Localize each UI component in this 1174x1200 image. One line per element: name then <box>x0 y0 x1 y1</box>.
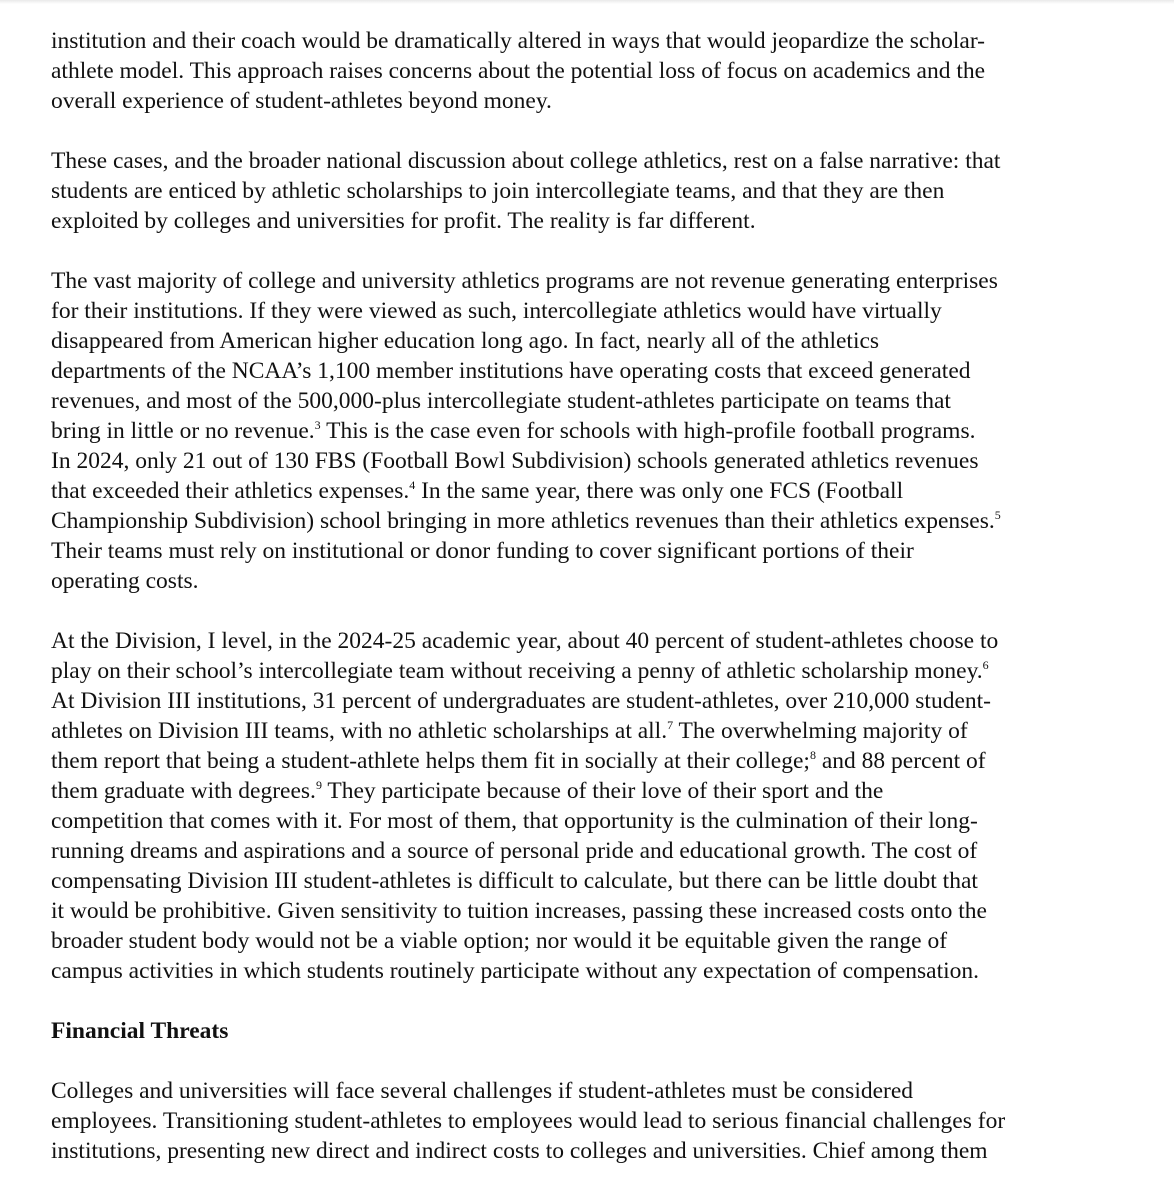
text-line: Colleges and universities will face several challenges if student-athletes must be considered <box>51 1078 914 1104</box>
text-line: for their institutions. If they were viewed as such, intercollegiate athletics would have virtually <box>51 298 942 324</box>
text-line: exploited by colleges and universities for profit. The reality is far different. <box>51 208 756 234</box>
text-line: overall experience of student-athletes beyond money. <box>51 88 552 114</box>
line-text: In the same year, there was only one FCS (Football <box>415 478 904 504</box>
text-line <box>51 416 1141 446</box>
line-text: They participate because of their love of their sport and the <box>321 778 884 804</box>
text-line <box>51 746 1141 776</box>
paragraph-p5 <box>51 1076 1141 1166</box>
text-line: institution and their coach would be dramatically altered in ways that would jeopardize the scholar- <box>51 28 985 54</box>
text-line: athlete model. This approach raises concerns about the potential loss of focus on academics and the <box>51 58 986 84</box>
text-line: These cases, and the broader national discussion about college athletics, rest on a false narrative: that <box>51 148 1001 174</box>
text-line: institutions, presenting new direct and indirect costs to colleges and universities. Chief among them <box>51 1138 988 1164</box>
text-line: employees. Transitioning student-athletes to employees would lead to serious financial challenges for <box>51 1108 1006 1134</box>
text-line <box>51 506 1141 536</box>
footnote-marker: 7 <box>667 718 674 732</box>
text-line: broader student body would not be a viable option; nor would it be equitable given the range of <box>51 928 948 954</box>
paragraph-p3 <box>51 266 1141 596</box>
line-text: The overwhelming majority of <box>673 718 968 744</box>
text-line <box>51 716 1141 746</box>
line-text: them graduate with degrees. <box>51 778 316 804</box>
text-line: At the Division, I level, in the 2024-25 academic year, about 40 percent of student-athletes choose to <box>51 628 999 654</box>
text-line: The vast majority of college and university athletics programs are not revenue generating enterprises <box>51 268 998 294</box>
text-line: revenues, and most of the 500,000-plus intercollegiate student-athletes participate on teams that <box>51 388 951 414</box>
line-text: bring in little or no revenue. <box>51 418 315 444</box>
paragraph-p4 <box>51 626 1141 986</box>
text-line: running dreams and aspirations and a source of personal pride and educational growth. The cost of <box>51 838 978 864</box>
paragraph-p1 <box>51 26 1141 116</box>
text-line: competition that comes with it. For most of them, that opportunity is the culmination of their long- <box>51 808 978 834</box>
text-line: In 2024, only 21 out of 130 FBS (Football Bowl Subdivision) schools generated athletics revenues <box>51 448 979 474</box>
footnote-marker: 3 <box>314 418 321 432</box>
section-heading: Financial Threats <box>51 1018 229 1044</box>
text-line <box>51 776 1141 806</box>
text-line <box>51 476 1141 506</box>
text-line: departments of the NCAA’s 1,100 member institutions have operating costs that exceed generated <box>51 358 971 384</box>
text-line: operating costs. <box>51 568 199 594</box>
footnote-marker: 5 <box>994 508 1001 522</box>
text-line: disappeared from American higher education long ago. In fact, nearly all of the athletics <box>51 328 880 354</box>
footnote-marker: 9 <box>315 778 322 792</box>
document-page <box>51 26 1141 1196</box>
text-line: At Division III institutions, 31 percent of undergraduates are student-athletes, over 210,000 student- <box>51 688 991 714</box>
paragraph-p2 <box>51 146 1141 236</box>
line-text: play on their school’s intercollegiate team without receiving a penny of athletic scholarship money. <box>51 658 983 684</box>
footnote-marker: 6 <box>982 658 989 672</box>
line-text: Championship Subdivision) school bringing in more athletics revenues than their athletics expenses. <box>51 508 995 534</box>
body-text-lower <box>51 1076 1141 1166</box>
text-line: students are enticed by athletic scholarships to join intercollegiate teams, and that they are then <box>51 178 945 204</box>
page-top-edge <box>0 0 1174 4</box>
line-text: athletes on Division III teams, with no athletic scholarships at all. <box>51 718 668 744</box>
line-text: This is the case even for schools with high-profile football programs. <box>320 418 976 444</box>
text-line: it would be prohibitive. Given sensitivity to tuition increases, passing these increased costs onto the <box>51 898 987 924</box>
text-line <box>51 656 1141 686</box>
text-line: campus activities in which students routinely participate without any expectation of compensation. <box>51 958 980 984</box>
line-text: them report that being a student-athlete helps them fit in socially at their college; <box>51 748 810 774</box>
line-text: that exceeded their athletics expenses. <box>51 478 410 504</box>
text-line: Their teams must rely on institutional or donor funding to cover significant portions of their <box>51 538 914 564</box>
body-text-upper <box>51 26 1141 986</box>
footnote-marker: 4 <box>409 478 416 492</box>
footnote-marker: 8 <box>809 748 816 762</box>
text-line: compensating Division III student-athletes is difficult to calculate, but there can be little doubt that <box>51 868 978 894</box>
line-text: and 88 percent of <box>815 748 986 774</box>
